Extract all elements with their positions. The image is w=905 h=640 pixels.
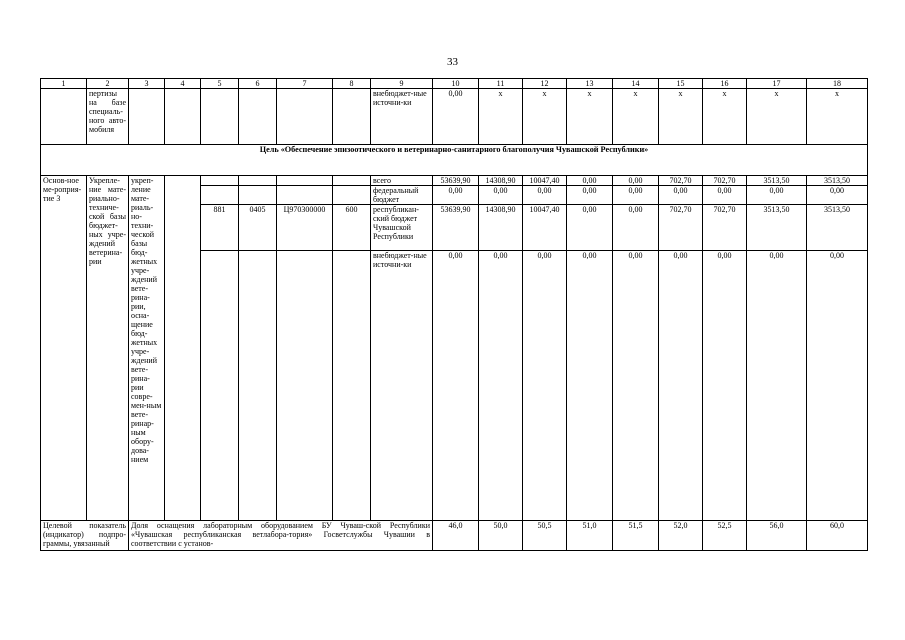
cell: 3513,50 [807,205,868,251]
cell: 14308,90 [479,176,523,186]
cell: 0,00 [433,186,479,205]
cell: 0,00 [567,205,613,251]
cell: 702,70 [703,176,747,186]
col-header: 12 [523,79,567,89]
cell: 0,00 [659,251,703,521]
cell: 0,00 [479,251,523,521]
section-code: 0405 [239,205,277,251]
cell: 0,00 [433,89,479,145]
cell: 0,00 [807,251,868,521]
page-number: 33 [447,56,458,68]
cell: 50,5 [523,521,567,551]
cell: 52,0 [659,521,703,551]
column-number-row [41,79,868,89]
cell: 46,0 [433,521,479,551]
cell: 0,00 [567,186,613,205]
carry-description: пертизы на базе специаль-ного авто-мобиля [87,89,129,145]
cell: 0,00 [747,186,807,205]
cell: х [659,89,703,145]
cell: 0,00 [567,251,613,521]
goal-row [41,145,868,176]
cell: 702,70 [703,205,747,251]
cell: 0,00 [747,251,807,521]
funding-source: республикан-ский бюджет Чувашской Республики [371,205,433,251]
cell: 0,00 [613,205,659,251]
event-result: укреп-ление мате-риаль-но-техни-ческой базы бюд-жетных учре-ждений вете-рина-рии, осна-щение бюд-жетных учре-ждений вете-рина-рии совре-мен-ным вете-ринар-ным обору-дова-нием [129,176,165,521]
cell: 0,00 [613,176,659,186]
cell: х [703,89,747,145]
cell: 3513,50 [807,176,868,186]
cell: 60,0 [807,521,868,551]
cell: 51,5 [613,521,659,551]
cell: 0,00 [613,186,659,205]
cell: 10047,40 [523,205,567,251]
cell: х [523,89,567,145]
cell: 53639,90 [433,205,479,251]
cell: 10047,40 [523,176,567,186]
event-type: Основ-ное ме-роприя-тие 3 [41,176,87,521]
cell: х [807,89,868,145]
cell: 50,0 [479,521,523,551]
cell: 0,00 [523,251,567,521]
col-header: 1 [41,79,87,89]
cell: 53639,90 [433,176,479,186]
cell: 0,00 [433,251,479,521]
cell: 51,0 [567,521,613,551]
col-header: 16 [703,79,747,89]
col-header: 2 [87,79,129,89]
goal-title: Цель «Обеспечение эпизоотического и ветеринарно-санитарного благополучия Чувашской Республики» [41,145,868,176]
col-header: 8 [333,79,371,89]
cell: 56,0 [747,521,807,551]
col-header: 15 [659,79,703,89]
cell: 0,00 [703,186,747,205]
col-header: 13 [567,79,613,89]
cell: х [479,89,523,145]
cell: 0,00 [523,186,567,205]
cell: 0,00 [567,176,613,186]
col-header: 11 [479,79,523,89]
carry-source: внебюджет-ные источни-ки [371,89,433,145]
cell: 702,70 [659,205,703,251]
cell: 52,5 [703,521,747,551]
col-header: 9 [371,79,433,89]
cell: 0,00 [807,186,868,205]
col-header: 17 [747,79,807,89]
indicator-label: Целевой показатель (индикатор) подпро-граммы, увязанный [41,521,129,551]
carry-over-row [41,89,868,145]
cell: х [567,89,613,145]
cell: 702,70 [659,176,703,186]
col-header: 10 [433,79,479,89]
col-header: 4 [165,79,201,89]
col-header: 3 [129,79,165,89]
cell: 0,00 [659,186,703,205]
funding-source: всего [371,176,433,186]
funding-source: федеральный бюджет [371,186,433,205]
indicator-text: Доля оснащения лабораторным оборудованием БУ Чуваш-ской Республики «Чувашская республиканская ветлабора-тория» Госветслужбы Чувашии в соответствии с установ- [129,521,433,551]
cell: х [747,89,807,145]
col-header: 14 [613,79,659,89]
event-name: Укрепле-ние мате-риально-техниче-ской базы бюджет-ных учре-ждений ветерина-рии [87,176,129,521]
cell: 0,00 [703,251,747,521]
indicator-row [41,521,868,551]
cell: х [613,89,659,145]
funding-row-total [41,176,868,186]
program-table [40,78,868,551]
cell: 0,00 [613,251,659,521]
target-article-code: Ц970300000 [277,205,333,251]
col-header: 7 [277,79,333,89]
expense-type-code: 600 [333,205,371,251]
funding-source: внебюджет-ные источни-ки [371,251,433,521]
col-header: 6 [239,79,277,89]
gr-code: 881 [201,205,239,251]
cell: 0,00 [479,186,523,205]
col-header: 18 [807,79,868,89]
cell: 3513,50 [747,176,807,186]
col-header: 5 [201,79,239,89]
cell: 3513,50 [747,205,807,251]
cell: 14308,90 [479,205,523,251]
